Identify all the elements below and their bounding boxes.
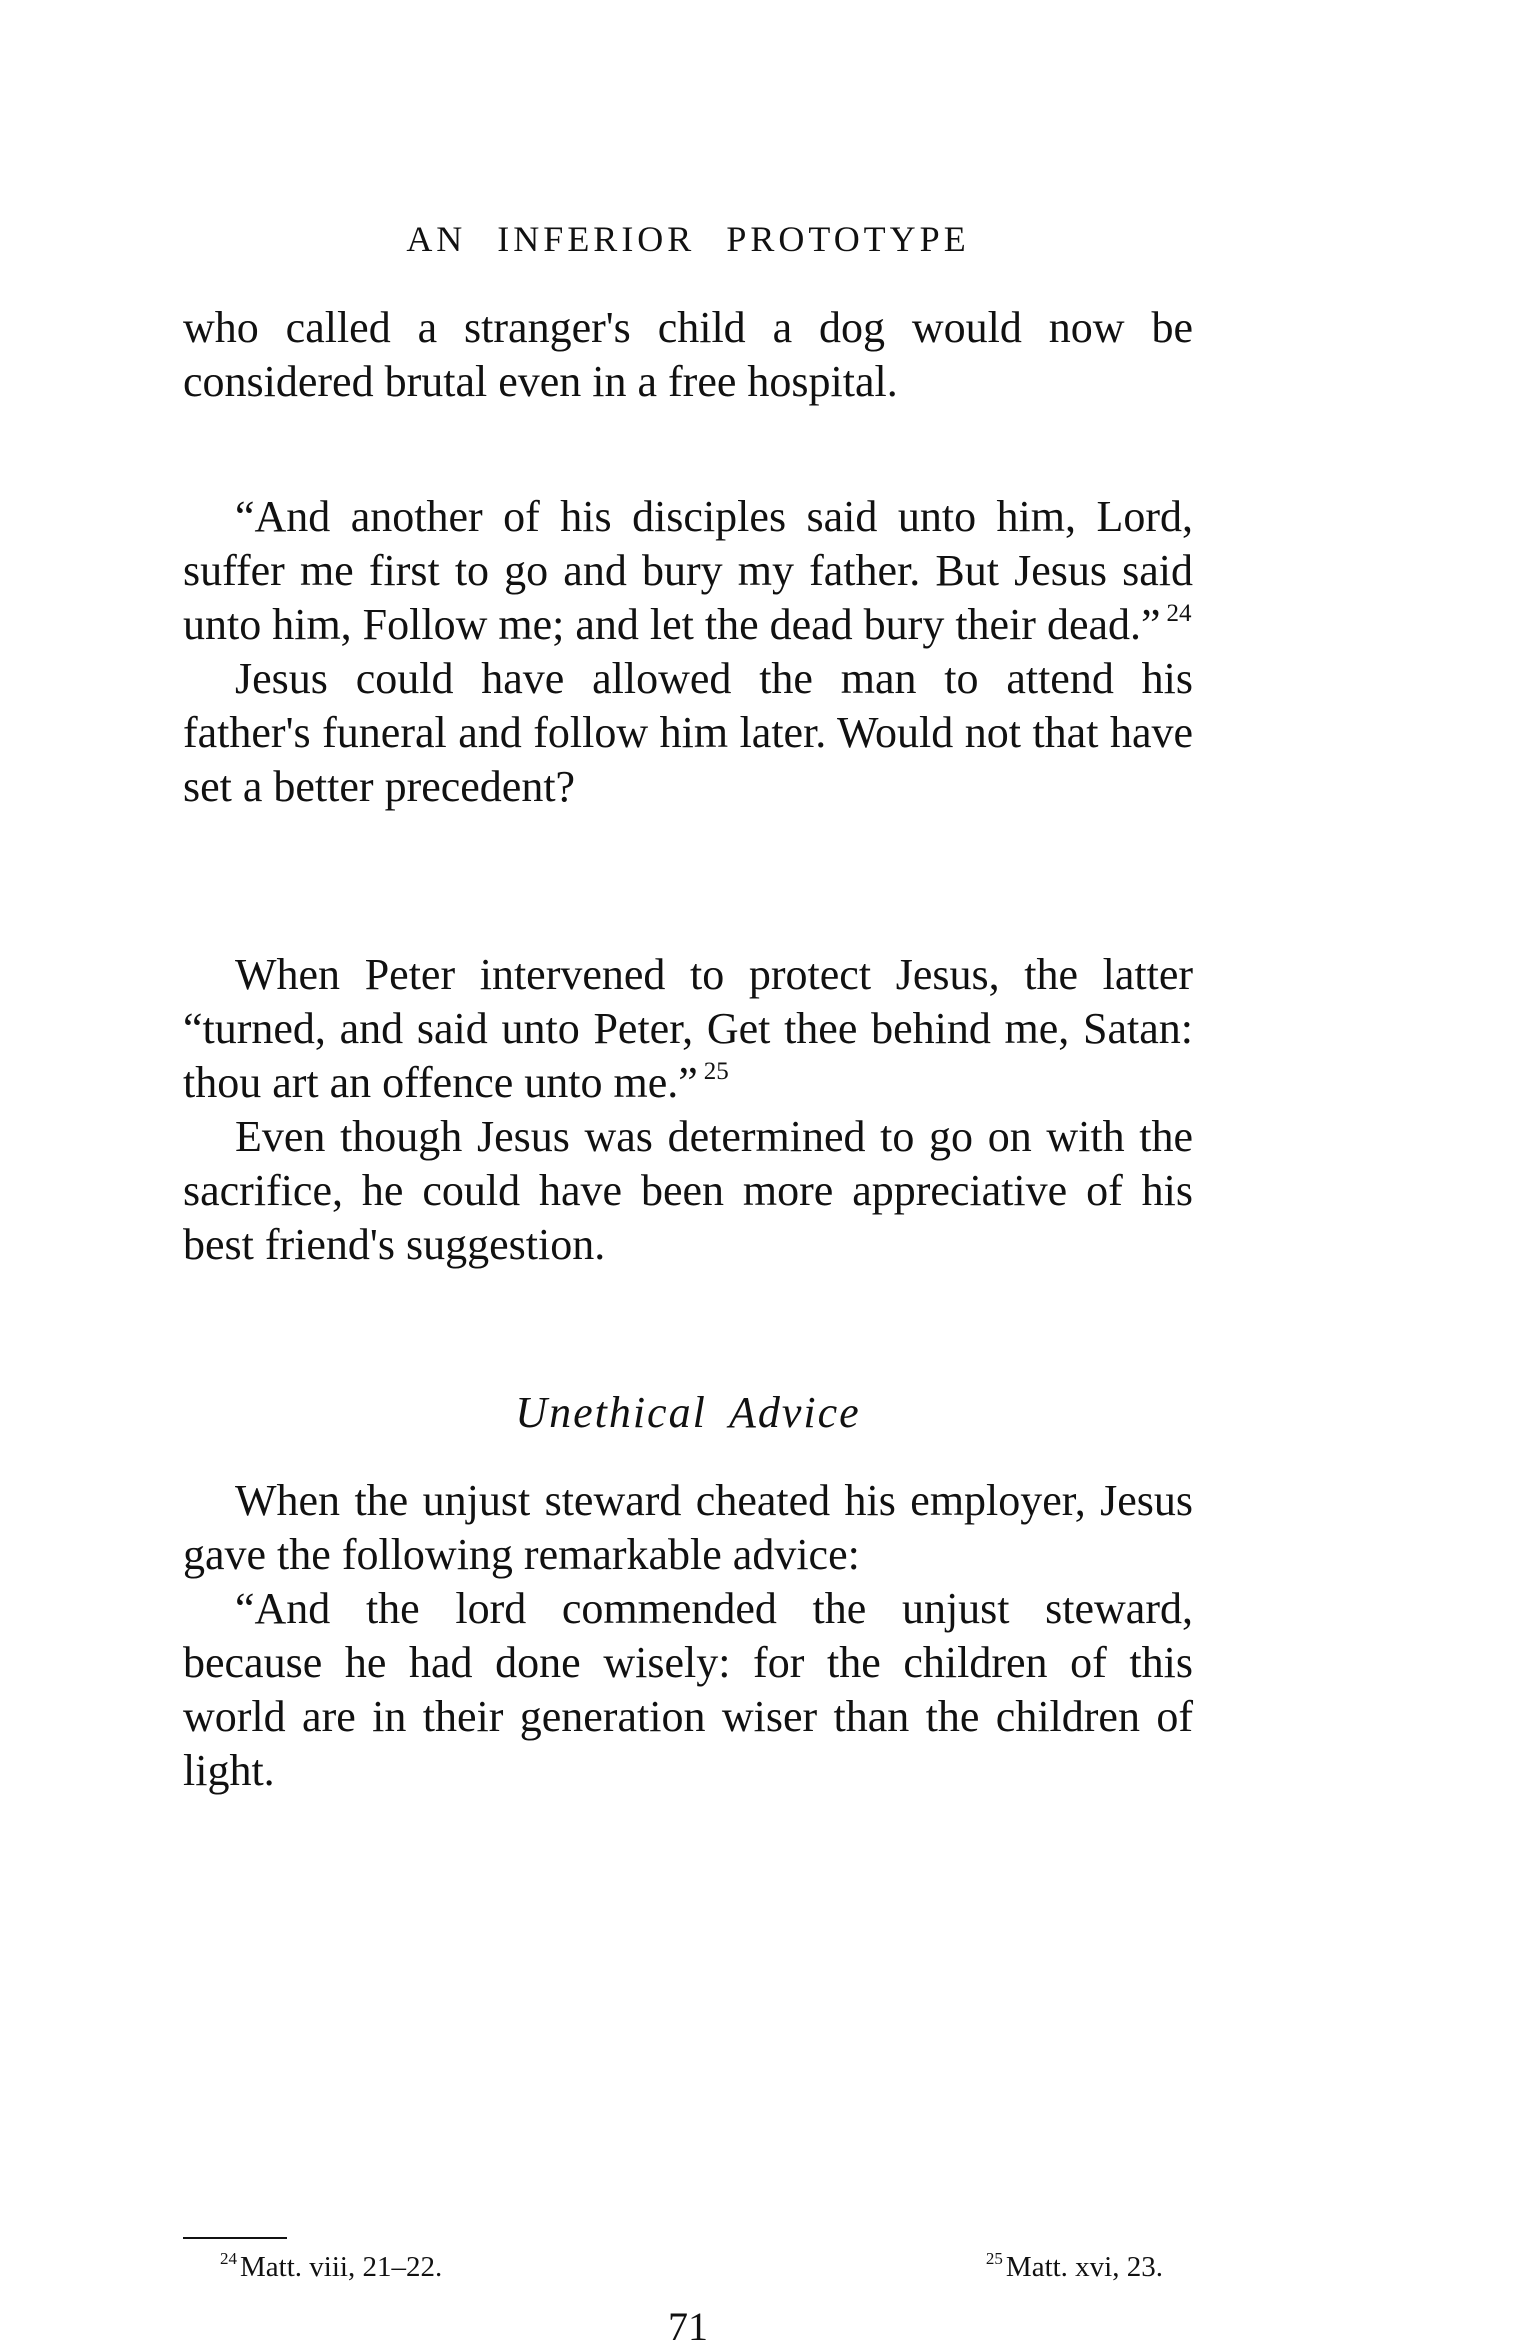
paragraph-steward: When the unjust steward cheated his employer, Jesus gave the following remarkable advice: (183, 1476, 1193, 1579)
footnote-mark: 24 (220, 2249, 237, 2268)
paragraph-quote-steward: “And the lord commended the unjust steward, because he had done wisely: for the children of this world are in their generation wiser than the children of light. (183, 1584, 1193, 1795)
footnote-25 (986, 2250, 1163, 2284)
quote-text: When Peter intervened to protect Jesus, the latter “turned, and said unto Peter, Get thee behind me, Satan: thou art an offence unto me.” (183, 950, 1193, 1107)
quote-text: “And another of his disciples said unto him, Lord, suffer me first to go and bury my father. But Jesus said unto him, Follow me; and let the dead bury their dead.” (183, 492, 1193, 649)
footnote-mark: 25 (985, 2249, 1003, 2268)
footnote-ref-25: 25 (703, 1058, 729, 1085)
page-number: 71 (668, 2304, 708, 2349)
footnote-text: Matt. viii, 21–22. (240, 2251, 443, 2283)
footnote-rule (183, 2237, 287, 2239)
footnote-24 (220, 2250, 442, 2284)
paragraph-comment-sacrifice: Even though Jesus was determined to go on with the sacrifice, he could have been more appreciative of his best friend's suggestion. (183, 1112, 1193, 1269)
footnote-text: Matt. xvi, 23. (1005, 2251, 1163, 2283)
paragraph-comment-funeral: Jesus could have allowed the man to attend his father's funeral and follow him later. Would not that have set a better precedent? (183, 654, 1193, 811)
footnote-ref-24: 24 (1166, 600, 1192, 627)
section-heading: Unethical Advice (515, 1388, 861, 1437)
footnote-area (183, 0, 1193, 2335)
paragraph-continued: who called a stranger's child a dog would now be considered brutal even in a free hospital. (183, 303, 1193, 406)
running-head: AN INFERIOR PROTOTYPE (406, 219, 970, 259)
